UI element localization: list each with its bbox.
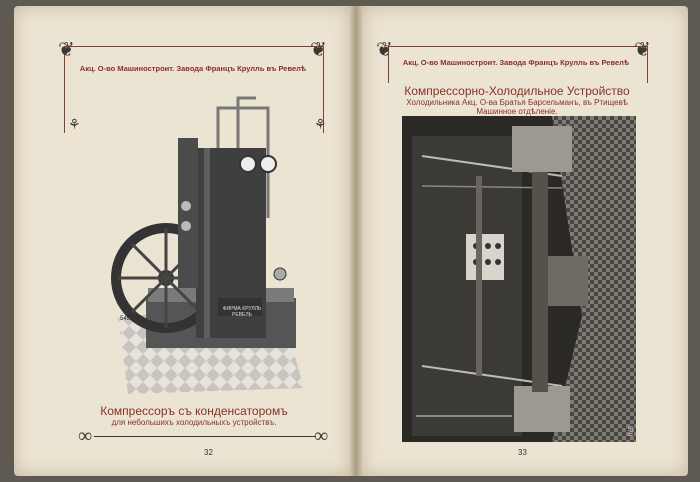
left-caption-sub: для небольшихъ холодильныхъ устройствъ. <box>111 418 277 427</box>
right-page-subtitle-1: Холодильника Акц. О-ва Братья Барсельманъ, въ Ртищевѣ <box>406 98 628 107</box>
photo-reference-number: 570 <box>626 425 633 437</box>
right-page-title: Компрессорно-Холодильное Устройство <box>404 84 630 98</box>
right-top-right-ornament: ❦ <box>634 39 651 61</box>
figure-reference-number: 545 <box>120 316 131 322</box>
compressor-illustration <box>108 88 304 398</box>
compressor-bottom <box>514 386 570 432</box>
left-top-left-ornament: ❦ <box>58 39 75 61</box>
compressor-top <box>512 126 572 172</box>
pressure-gauge-1 <box>240 156 256 172</box>
right-page-subtitle-2: Машинное отдѣленіе. <box>476 107 558 116</box>
left-bottom-left-ornament: ∞ <box>78 425 93 447</box>
book-gutter <box>350 6 362 476</box>
left-page-number: 32 <box>204 448 213 457</box>
machine-nameplate: ФИРМА КРУЛЛЬ РЕВЕЛЬ <box>222 306 262 318</box>
left-bottom-right-ornament: ∞ <box>314 425 329 447</box>
left-side-ornament-left: ⚘ <box>68 118 81 133</box>
left-side-ornament-right: ⚘ <box>314 118 327 133</box>
right-top-left-ornament: ❦ <box>376 39 393 61</box>
right-page <box>362 6 688 476</box>
left-bottom-rule <box>94 436 316 437</box>
machine-room-photo <box>402 116 636 442</box>
left-page <box>14 6 350 476</box>
left-top-right-ornament: ❦ <box>310 39 327 61</box>
pressure-gauge-2 <box>260 156 276 172</box>
right-page-header: Акц. О-во Машиностроит. Завода Францъ Крулль въ Ревелѣ <box>402 58 630 67</box>
left-caption-main: Компрессоръ съ конденсаторомъ <box>100 404 288 418</box>
control-panel <box>466 234 504 280</box>
right-page-number: 33 <box>518 448 527 457</box>
left-page-header: Акц. О-во Машиностроит. Завода Францъ Крулль въ Ревелѣ <box>79 64 307 73</box>
